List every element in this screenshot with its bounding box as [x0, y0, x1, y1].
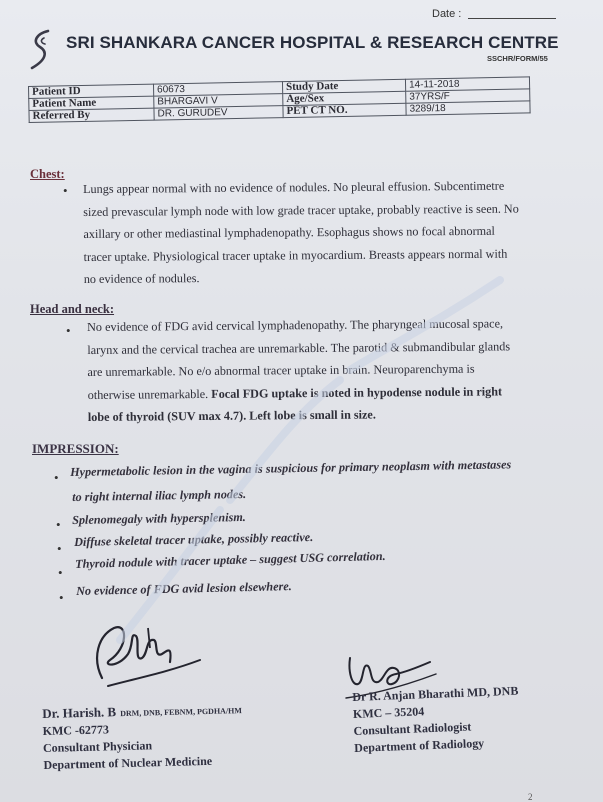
- study-date-label: Study Date: [282, 79, 405, 93]
- referred-by-value: DR. GURUDEV: [154, 106, 283, 120]
- study-date-value: 14-11-2018: [405, 77, 529, 91]
- bullet-dot: •: [56, 517, 61, 532]
- head-neck-line: otherwise unremarkable.: [87, 386, 209, 402]
- head-neck-line-bold: [88, 403, 511, 429]
- doctor-right-department: Department of Radiology: [353, 735, 485, 755]
- patient-name-value: BHARGAVI V: [154, 94, 283, 108]
- date-line: [468, 18, 556, 19]
- chest-heading: Chest:: [30, 167, 65, 181]
- doctor-left-qualifications: DRM, DNB, FEBNM, PGDHA/HM: [120, 706, 242, 719]
- doctor-right-name: Dr R. Anjan Bharathi MD, DNB: [352, 683, 519, 704]
- head-neck-heading: Head and neck:: [30, 302, 115, 316]
- patient-id-value: 60673: [153, 82, 282, 96]
- thyroid-finding-bold: lobe of thyroid (SUV max 4.7). Left lobe is small in size.: [87, 407, 376, 425]
- chest-line: Lungs appear normal with no evidence of nodules. No pleural effusion. Subcentimetre: [83, 178, 505, 196]
- impression-item: No evidence of FDG avid lesion elsewhere.: [76, 579, 292, 598]
- impression-heading: IMPRESSION:: [32, 441, 119, 456]
- doctor-left-name: Dr. Harish. B: [42, 704, 117, 721]
- age-sex-label: Age/Sex: [283, 91, 406, 105]
- chest-line: tracer uptake. Physiological tracer uptake in myocardium. Breasts appears normal with: [83, 246, 508, 264]
- page-mark: 2: [528, 792, 533, 802]
- hospital-logo-icon: [26, 28, 60, 70]
- doctor-left-block: [42, 700, 243, 774]
- impression-item: Splenomegaly with hypersplenism.: [72, 509, 246, 527]
- impression-item: Thyroid nodule with tracer uptake – suggest USG correlation.: [75, 548, 386, 571]
- chest-line: sized prevascular lymph node with low grade tracer uptake, probably reactive is seen. No: [83, 201, 519, 219]
- form-code: SSCHR/FORM/55: [487, 54, 548, 63]
- doctor-right-title: Consultant Radiologist: [353, 719, 472, 738]
- signature-left-icon: [88, 618, 208, 698]
- referred-by-label: Referred By: [29, 108, 154, 122]
- head-neck-line: No evidence of FDG avid cervical lymphadenopathy. The pharyngeal mucosal space,: [87, 316, 504, 334]
- doctor-right-kmc: KMC – 35204: [352, 704, 425, 721]
- impression-item: Diffuse skeletal tracer uptake, possibly reactive.: [74, 529, 314, 549]
- impression-item: Hypermetabolic lesion in the vagina is suspicious for primary neoplasm with metastases: [70, 457, 512, 479]
- chest-line: no evidence of nodules.: [83, 271, 200, 287]
- chest-line: axillary or other mediastinal lymphadenopathy. Esophagus shows no focal abnormal: [83, 223, 495, 242]
- petct-no-value: 3289/18: [406, 101, 530, 115]
- bullet-dot: •: [54, 470, 59, 485]
- doctor-left-kmc: KMC -62773: [42, 722, 110, 738]
- bullet-dot: •: [59, 590, 64, 605]
- chest-findings: [83, 175, 519, 291]
- patient-info-table: [28, 76, 531, 123]
- impression-item: to right internal iliac lymph nodes.: [72, 486, 247, 504]
- date-label: Date :: [432, 8, 462, 20]
- patient-name-label: Patient Name: [29, 96, 154, 110]
- bullet-dot: •: [58, 565, 63, 580]
- doctor-right-block: [352, 683, 521, 757]
- bullet-dot: •: [57, 541, 62, 556]
- doctor-left-title: Consultant Physician: [42, 738, 153, 755]
- bullet-dot: •: [63, 183, 68, 198]
- head-neck-findings: [87, 312, 511, 429]
- hospital-name: SRI SHANKARA CANCER HOSPITAL & RESEARCH CENTRE: [66, 33, 559, 52]
- doctor-left-department: Department of Nuclear Medicine: [43, 753, 213, 772]
- petct-no-label: PET CT NO.: [283, 103, 406, 117]
- head-neck-line: are unremarkable. No e/o abnormal tracer uptake in brain. Neuroparenchyma is: [87, 361, 475, 380]
- bullet-dot: •: [66, 323, 71, 338]
- thyroid-finding-bold: Focal FDG uptake is noted in hypodense nodule in right: [211, 384, 503, 401]
- head-neck-line: larynx and the cervical trachea are unremarkable. The parotid & submandibular glands: [87, 338, 511, 357]
- head-neck-line-mixed: [88, 380, 511, 406]
- age-sex-value: 37YRS/F: [406, 89, 530, 103]
- patient-id-label: Patient ID: [29, 84, 154, 98]
